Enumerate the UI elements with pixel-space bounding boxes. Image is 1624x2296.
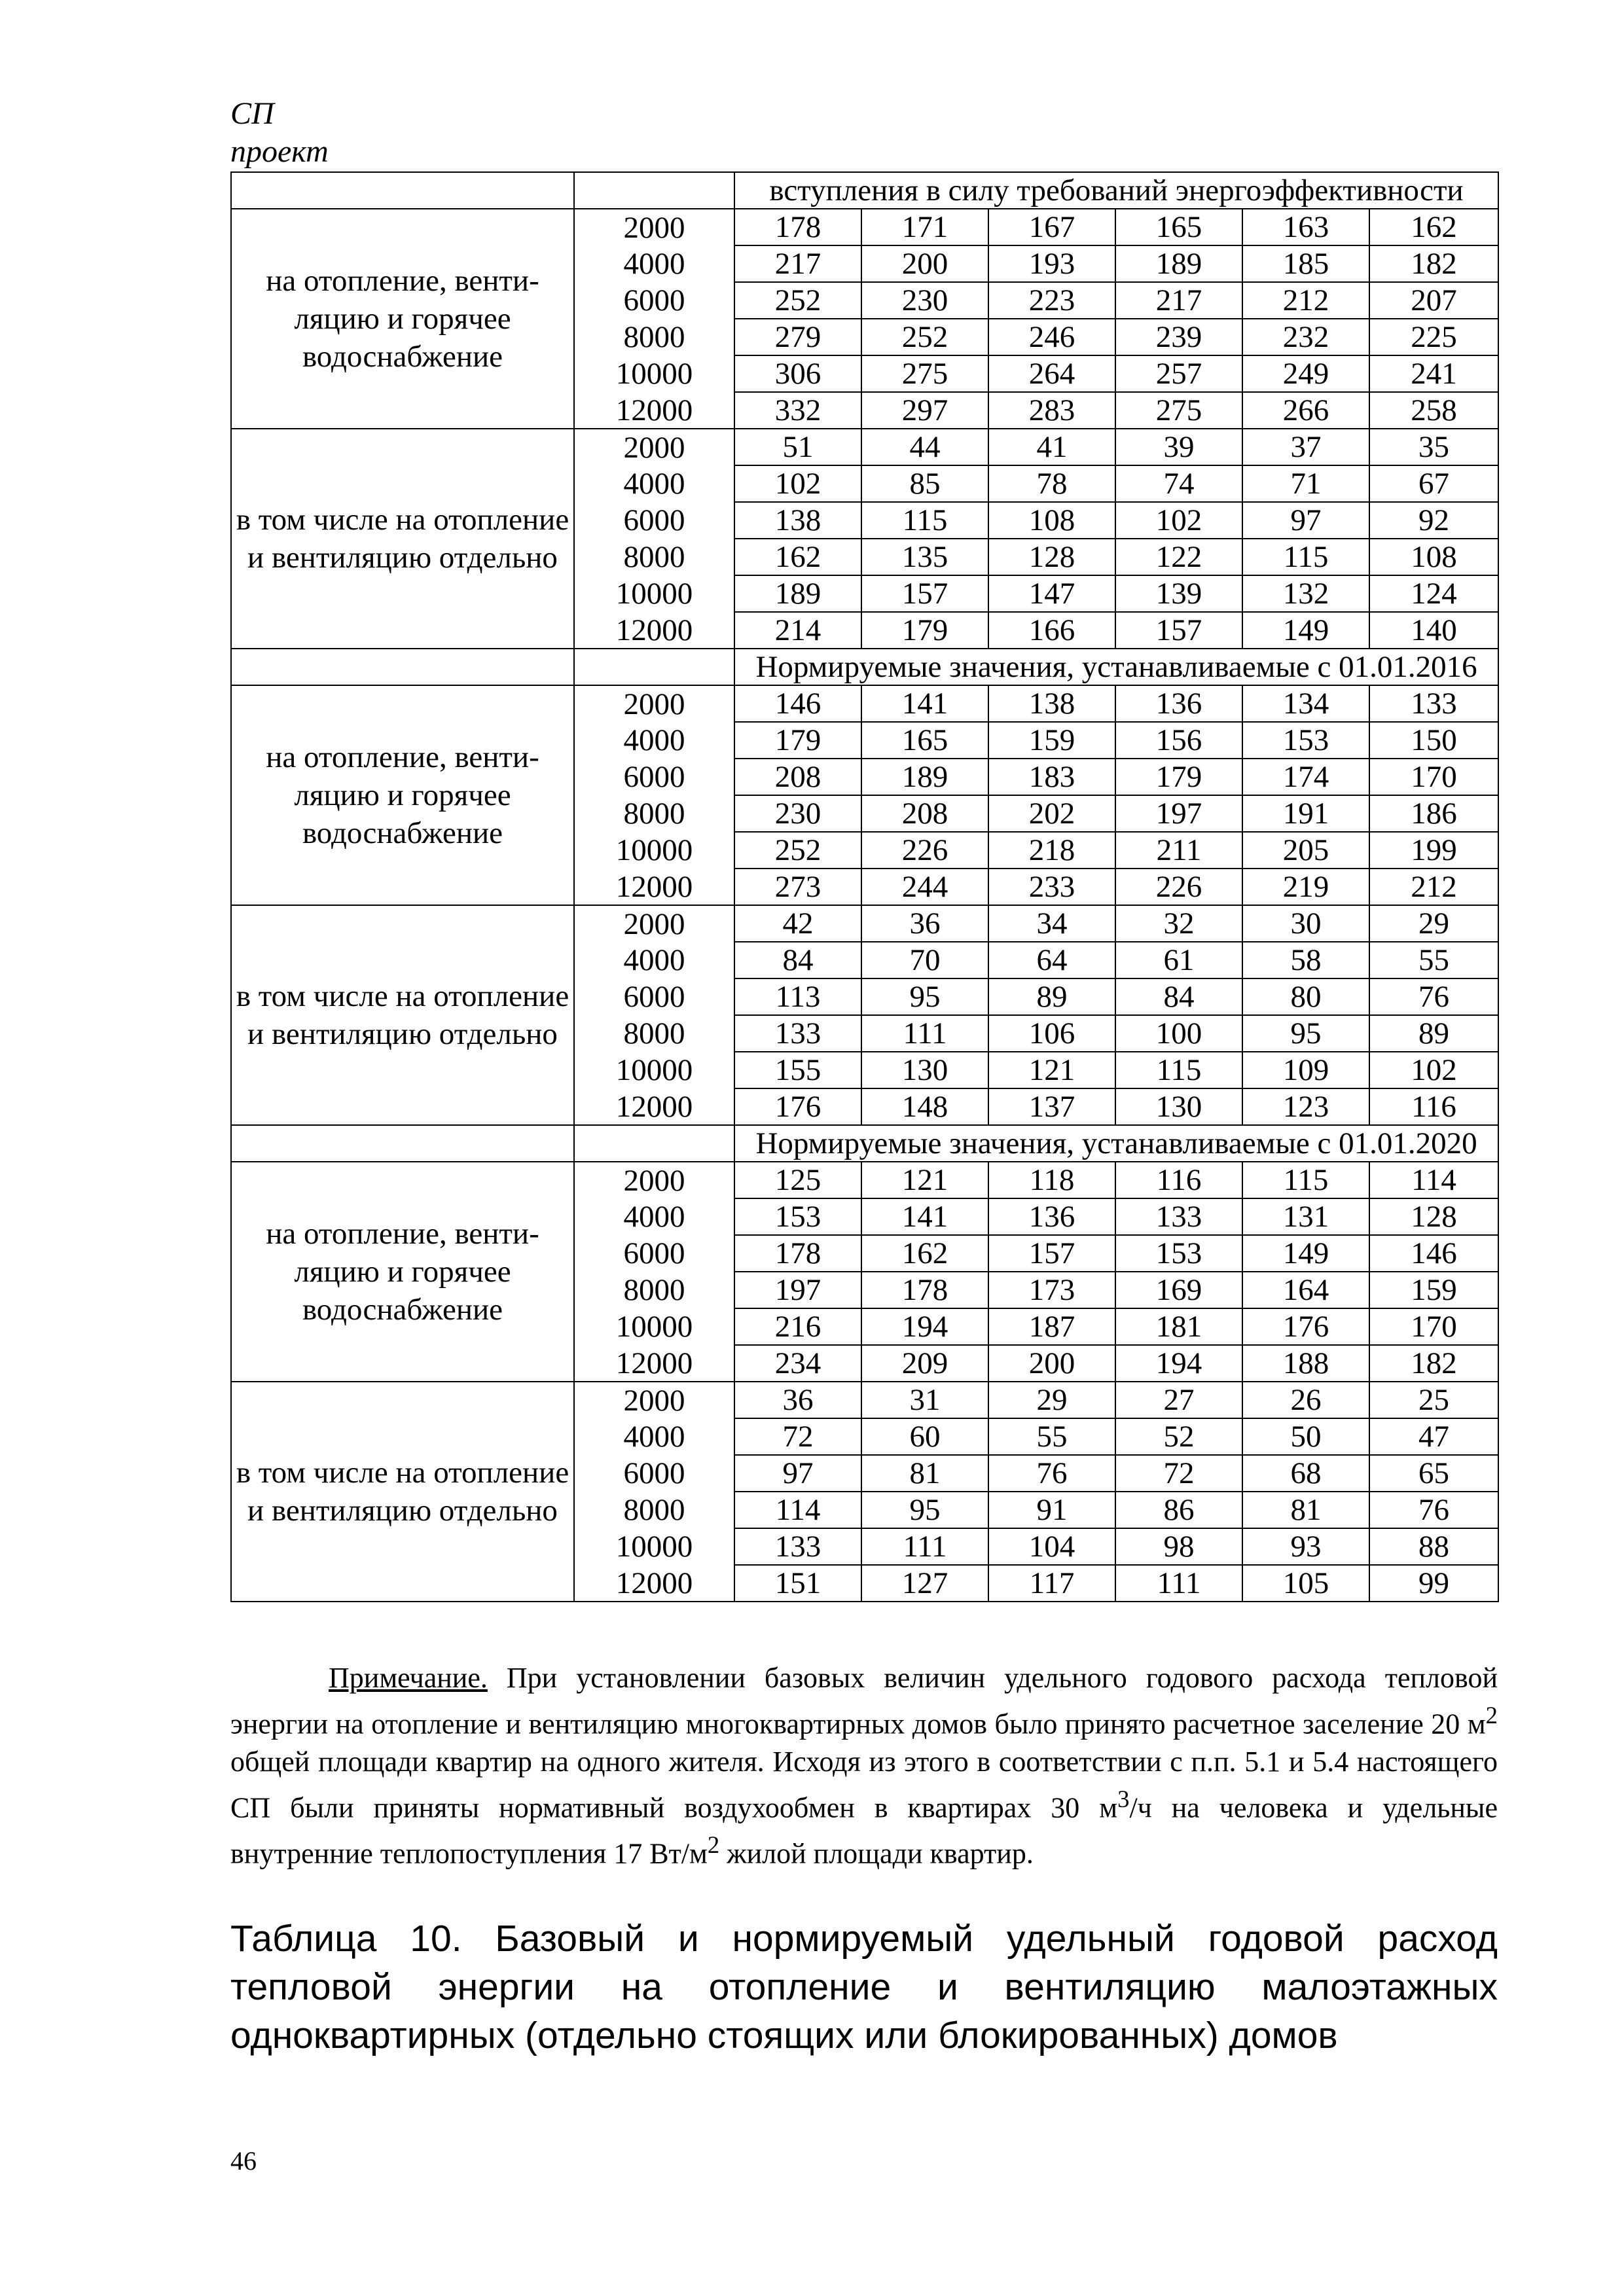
- value-cell: 84: [1115, 978, 1242, 1015]
- value-cell: 157: [861, 575, 988, 612]
- value-cell: 157: [1115, 612, 1242, 649]
- value-cell: 275: [1115, 392, 1242, 429]
- table-heading-row: [231, 1125, 1498, 1162]
- area-cell: 8000: [574, 1015, 734, 1052]
- value-cell: 80: [1242, 978, 1369, 1015]
- value-cell: 252: [734, 282, 861, 319]
- area-cell: 4000: [574, 1418, 734, 1455]
- area-cell: 12000: [574, 1345, 734, 1382]
- value-cell: 306: [734, 355, 861, 392]
- value-cell: 162: [861, 1235, 988, 1272]
- blank-cell: [574, 172, 734, 209]
- value-cell: 199: [1369, 832, 1498, 869]
- value-cell: 61: [1115, 942, 1242, 978]
- value-cell: 174: [1242, 759, 1369, 795]
- section-heading: Нормируемые значения, устанавливаемые с 01.01.2020: [734, 1125, 1498, 1162]
- value-cell: 217: [1115, 282, 1242, 319]
- value-cell: 122: [1115, 539, 1242, 575]
- note-sup-2: 3: [1117, 1785, 1130, 1812]
- value-cell: 178: [861, 1272, 988, 1308]
- area-cell: 10000: [574, 1052, 734, 1088]
- value-cell: 36: [734, 1382, 861, 1418]
- area-cell: 8000: [574, 1272, 734, 1308]
- value-cell: 230: [861, 282, 988, 319]
- value-cell: 208: [861, 795, 988, 832]
- value-cell: 111: [861, 1528, 988, 1565]
- value-cell: 185: [1242, 245, 1369, 282]
- value-cell: 200: [861, 245, 988, 282]
- area-cell: 12000: [574, 1565, 734, 1602]
- value-cell: 29: [1369, 905, 1498, 942]
- value-cell: 171: [861, 209, 988, 245]
- value-cell: 176: [1242, 1308, 1369, 1345]
- area-cell: 4000: [574, 1198, 734, 1235]
- value-cell: 170: [1369, 1308, 1498, 1345]
- area-cell: 2000: [574, 1382, 734, 1418]
- value-cell: 71: [1242, 465, 1369, 502]
- value-cell: 162: [734, 539, 861, 575]
- value-cell: 95: [1242, 1015, 1369, 1052]
- value-cell: 155: [734, 1052, 861, 1088]
- value-cell: 207: [1369, 282, 1498, 319]
- value-cell: 72: [734, 1418, 861, 1455]
- area-cell: 6000: [574, 759, 734, 795]
- value-cell: 91: [988, 1492, 1115, 1528]
- value-cell: 159: [988, 722, 1115, 759]
- value-cell: 159: [1369, 1272, 1498, 1308]
- value-cell: 29: [988, 1382, 1115, 1418]
- value-cell: 47: [1369, 1418, 1498, 1455]
- value-cell: 189: [861, 759, 988, 795]
- value-cell: 141: [861, 685, 988, 722]
- row-group-label: на отопление, венти-ляцию и горячее водоснабжение: [231, 209, 574, 429]
- value-cell: 200: [988, 1345, 1115, 1382]
- area-cell: 2000: [574, 429, 734, 465]
- value-cell: 99: [1369, 1565, 1498, 1602]
- value-cell: 132: [1242, 575, 1369, 612]
- value-cell: 187: [988, 1308, 1115, 1345]
- blank-cell: [574, 649, 734, 685]
- note-text-4: жилой площади квартир.: [719, 1837, 1034, 1870]
- value-cell: 51: [734, 429, 861, 465]
- value-cell: 170: [1369, 759, 1498, 795]
- value-cell: 127: [861, 1565, 988, 1602]
- area-cell: 12000: [574, 869, 734, 905]
- table-caption: Таблица 10. Базовый и нормируемый удельный годовой расход тепловой энергии на отопление и вентиляцию малоэтажных одноквартирных (отдельно стоящих или блокированных) домов: [230, 1918, 1498, 2056]
- value-cell: 108: [988, 502, 1115, 539]
- value-cell: 194: [861, 1308, 988, 1345]
- value-cell: 108: [1369, 539, 1498, 575]
- value-cell: 41: [988, 429, 1115, 465]
- value-cell: 148: [861, 1088, 988, 1125]
- area-cell: 12000: [574, 612, 734, 649]
- value-cell: 225: [1369, 319, 1498, 355]
- value-cell: 130: [1115, 1088, 1242, 1125]
- row-group-label: в том числе на отопление и вентиляцию отдельно: [231, 905, 574, 1125]
- value-cell: 219: [1242, 869, 1369, 905]
- value-cell: 78: [988, 465, 1115, 502]
- table-row: [231, 905, 1498, 942]
- value-cell: 146: [1369, 1235, 1498, 1272]
- value-cell: 113: [734, 978, 861, 1015]
- value-cell: 135: [861, 539, 988, 575]
- value-cell: 217: [734, 245, 861, 282]
- value-cell: 81: [1242, 1492, 1369, 1528]
- value-cell: 179: [1115, 759, 1242, 795]
- value-cell: 35: [1369, 429, 1498, 465]
- value-cell: 136: [1115, 685, 1242, 722]
- value-cell: 76: [1369, 1492, 1498, 1528]
- value-cell: 88: [1369, 1528, 1498, 1565]
- value-cell: 167: [988, 209, 1115, 245]
- value-cell: 39: [1115, 429, 1242, 465]
- value-cell: 208: [734, 759, 861, 795]
- area-cell: 10000: [574, 832, 734, 869]
- section-heading: Нормируемые значения, устанавливаемые с 01.01.2016: [734, 649, 1498, 685]
- value-cell: 30: [1242, 905, 1369, 942]
- value-cell: 27: [1115, 1382, 1242, 1418]
- value-cell: 164: [1242, 1272, 1369, 1308]
- value-cell: 149: [1242, 1235, 1369, 1272]
- value-cell: 133: [1369, 685, 1498, 722]
- value-cell: 81: [861, 1455, 988, 1492]
- area-cell: 2000: [574, 685, 734, 722]
- note-text-3: /ч на человека и удельные внутренние теплопоступления 17 Вт/м: [230, 1791, 1498, 1870]
- value-cell: 86: [1115, 1492, 1242, 1528]
- value-cell: 193: [988, 245, 1115, 282]
- row-group-label: на отопление, венти-ляцию и горячее водоснабжение: [231, 685, 574, 905]
- value-cell: 188: [1242, 1345, 1369, 1382]
- value-cell: 60: [861, 1418, 988, 1455]
- value-cell: 218: [988, 832, 1115, 869]
- value-cell: 252: [861, 319, 988, 355]
- value-cell: 150: [1369, 722, 1498, 759]
- value-cell: 181: [1115, 1308, 1242, 1345]
- value-cell: 89: [1369, 1015, 1498, 1052]
- value-cell: 136: [988, 1198, 1115, 1235]
- value-cell: 102: [1115, 502, 1242, 539]
- value-cell: 76: [1369, 978, 1498, 1015]
- value-cell: 114: [1369, 1162, 1498, 1198]
- value-cell: 89: [988, 978, 1115, 1015]
- value-cell: 85: [861, 465, 988, 502]
- value-cell: 84: [734, 942, 861, 978]
- value-cell: 106: [988, 1015, 1115, 1052]
- value-cell: 146: [734, 685, 861, 722]
- table-row: [231, 429, 1498, 465]
- value-cell: 179: [734, 722, 861, 759]
- header-line-1: СП: [230, 96, 274, 131]
- area-cell: 4000: [574, 942, 734, 978]
- value-cell: 189: [734, 575, 861, 612]
- value-cell: 257: [1115, 355, 1242, 392]
- value-cell: 118: [988, 1162, 1115, 1198]
- value-cell: 116: [1115, 1162, 1242, 1198]
- value-cell: 153: [734, 1198, 861, 1235]
- value-cell: 297: [861, 392, 988, 429]
- document-header: [230, 96, 329, 171]
- area-cell: 6000: [574, 1455, 734, 1492]
- blank-cell: [231, 649, 574, 685]
- value-cell: 115: [1242, 1162, 1369, 1198]
- value-cell: 105: [1242, 1565, 1369, 1602]
- value-cell: 279: [734, 319, 861, 355]
- value-cell: 55: [988, 1418, 1115, 1455]
- value-cell: 137: [988, 1088, 1115, 1125]
- value-cell: 65: [1369, 1455, 1498, 1492]
- blank-cell: [231, 172, 574, 209]
- table-note: [230, 1659, 1498, 1873]
- header-line-2: проект: [230, 134, 329, 169]
- value-cell: 275: [861, 355, 988, 392]
- value-cell: 165: [1115, 209, 1242, 245]
- area-cell: 4000: [574, 245, 734, 282]
- blank-cell: [574, 1125, 734, 1162]
- blank-cell: [231, 1125, 574, 1162]
- value-cell: 31: [861, 1382, 988, 1418]
- row-group-label: на отопление, венти-ляцию и горячее водоснабжение: [231, 1162, 574, 1382]
- table-row: [231, 685, 1498, 722]
- page-number: 46: [230, 2146, 257, 2176]
- value-cell: 141: [861, 1198, 988, 1235]
- value-cell: 252: [734, 832, 861, 869]
- value-cell: 131: [1242, 1198, 1369, 1235]
- value-cell: 139: [1115, 575, 1242, 612]
- note-label: Примечание.: [329, 1662, 488, 1694]
- value-cell: 128: [1369, 1198, 1498, 1235]
- note-sup-1: 2: [1485, 1702, 1498, 1729]
- table-row: [231, 1162, 1498, 1198]
- value-cell: 151: [734, 1565, 861, 1602]
- value-cell: 130: [861, 1052, 988, 1088]
- value-cell: 176: [734, 1088, 861, 1125]
- value-cell: 162: [1369, 209, 1498, 245]
- energy-consumption-table: [230, 171, 1499, 1602]
- value-cell: 70: [861, 942, 988, 978]
- value-cell: 44: [861, 429, 988, 465]
- value-cell: 138: [988, 685, 1115, 722]
- note-sup-3: 2: [707, 1831, 720, 1859]
- area-cell: 2000: [574, 905, 734, 942]
- value-cell: 32: [1115, 905, 1242, 942]
- value-cell: 241: [1369, 355, 1498, 392]
- value-cell: 156: [1115, 722, 1242, 759]
- value-cell: 226: [1115, 869, 1242, 905]
- value-cell: 230: [734, 795, 861, 832]
- value-cell: 169: [1115, 1272, 1242, 1308]
- value-cell: 114: [734, 1492, 861, 1528]
- value-cell: 165: [861, 722, 988, 759]
- value-cell: 55: [1369, 942, 1498, 978]
- value-cell: 128: [988, 539, 1115, 575]
- area-cell: 2000: [574, 209, 734, 245]
- area-cell: 12000: [574, 1088, 734, 1125]
- value-cell: 95: [861, 1492, 988, 1528]
- value-cell: 166: [988, 612, 1115, 649]
- value-cell: 182: [1369, 245, 1498, 282]
- value-cell: 102: [1369, 1052, 1498, 1088]
- value-cell: 111: [861, 1015, 988, 1052]
- value-cell: 178: [734, 209, 861, 245]
- table-row: [231, 209, 1498, 245]
- value-cell: 212: [1369, 869, 1498, 905]
- area-cell: 8000: [574, 1492, 734, 1528]
- value-cell: 111: [1115, 1565, 1242, 1602]
- value-cell: 124: [1369, 575, 1498, 612]
- area-cell: 10000: [574, 1528, 734, 1565]
- value-cell: 133: [1115, 1198, 1242, 1235]
- value-cell: 37: [1242, 429, 1369, 465]
- value-cell: 189: [1115, 245, 1242, 282]
- area-cell: 10000: [574, 355, 734, 392]
- note-text-1: При установлении базовых величин удельного годового расхода тепловой энергии на отопление и вентиляцию многоквартирных домов было принято расчетное заселение 20 м: [230, 1662, 1498, 1740]
- value-cell: 157: [988, 1235, 1115, 1272]
- value-cell: 212: [1242, 282, 1369, 319]
- value-cell: 183: [988, 759, 1115, 795]
- value-cell: 134: [1242, 685, 1369, 722]
- value-cell: 115: [1242, 539, 1369, 575]
- value-cell: 121: [861, 1162, 988, 1198]
- value-cell: 264: [988, 355, 1115, 392]
- area-cell: 8000: [574, 539, 734, 575]
- area-cell: 10000: [574, 575, 734, 612]
- value-cell: 138: [734, 502, 861, 539]
- value-cell: 258: [1369, 392, 1498, 429]
- value-cell: 209: [861, 1345, 988, 1382]
- value-cell: 100: [1115, 1015, 1242, 1052]
- area-cell: 12000: [574, 392, 734, 429]
- value-cell: 197: [1115, 795, 1242, 832]
- value-cell: 109: [1242, 1052, 1369, 1088]
- value-cell: 115: [861, 502, 988, 539]
- value-cell: 233: [988, 869, 1115, 905]
- value-cell: 202: [988, 795, 1115, 832]
- value-cell: 246: [988, 319, 1115, 355]
- value-cell: 121: [988, 1052, 1115, 1088]
- value-cell: 52: [1115, 1418, 1242, 1455]
- value-cell: 179: [861, 612, 988, 649]
- value-cell: 273: [734, 869, 861, 905]
- value-cell: 163: [1242, 209, 1369, 245]
- value-cell: 76: [988, 1455, 1115, 1492]
- value-cell: 244: [861, 869, 988, 905]
- value-cell: 239: [1115, 319, 1242, 355]
- area-cell: 6000: [574, 282, 734, 319]
- value-cell: 93: [1242, 1528, 1369, 1565]
- table-heading-row: [231, 172, 1498, 209]
- value-cell: 178: [734, 1235, 861, 1272]
- value-cell: 173: [988, 1272, 1115, 1308]
- value-cell: 194: [1115, 1345, 1242, 1382]
- value-cell: 64: [988, 942, 1115, 978]
- section-heading: вступления в силу требований энергоэффективности: [734, 172, 1498, 209]
- value-cell: 68: [1242, 1455, 1369, 1492]
- value-cell: 147: [988, 575, 1115, 612]
- row-group-label: в том числе на отопление и вентиляцию отдельно: [231, 429, 574, 649]
- value-cell: 74: [1115, 465, 1242, 502]
- value-cell: 67: [1369, 465, 1498, 502]
- value-cell: 115: [1115, 1052, 1242, 1088]
- value-cell: 332: [734, 392, 861, 429]
- area-cell: 4000: [574, 465, 734, 502]
- value-cell: 92: [1369, 502, 1498, 539]
- value-cell: 36: [861, 905, 988, 942]
- table-row: [231, 1382, 1498, 1418]
- value-cell: 234: [734, 1345, 861, 1382]
- value-cell: 266: [1242, 392, 1369, 429]
- value-cell: 104: [988, 1528, 1115, 1565]
- value-cell: 50: [1242, 1418, 1369, 1455]
- value-cell: 102: [734, 465, 861, 502]
- area-cell: 4000: [574, 722, 734, 759]
- value-cell: 34: [988, 905, 1115, 942]
- value-cell: 223: [988, 282, 1115, 319]
- value-cell: 116: [1369, 1088, 1498, 1125]
- value-cell: 211: [1115, 832, 1242, 869]
- value-cell: 72: [1115, 1455, 1242, 1492]
- area-cell: 2000: [574, 1162, 734, 1198]
- area-cell: 6000: [574, 978, 734, 1015]
- area-cell: 10000: [574, 1308, 734, 1345]
- value-cell: 205: [1242, 832, 1369, 869]
- value-cell: 232: [1242, 319, 1369, 355]
- value-cell: 153: [1115, 1235, 1242, 1272]
- value-cell: 133: [734, 1528, 861, 1565]
- value-cell: 214: [734, 612, 861, 649]
- value-cell: 98: [1115, 1528, 1242, 1565]
- row-group-label: в том числе на отопление и вентиляцию отдельно: [231, 1382, 574, 1602]
- value-cell: 123: [1242, 1088, 1369, 1125]
- value-cell: 97: [734, 1455, 861, 1492]
- value-cell: 97: [1242, 502, 1369, 539]
- table-heading-row: [231, 649, 1498, 685]
- area-cell: 8000: [574, 319, 734, 355]
- area-cell: 6000: [574, 502, 734, 539]
- area-cell: 6000: [574, 1235, 734, 1272]
- value-cell: 140: [1369, 612, 1498, 649]
- value-cell: 197: [734, 1272, 861, 1308]
- area-cell: 8000: [574, 795, 734, 832]
- value-cell: 25: [1369, 1382, 1498, 1418]
- note-text-2: общей площади квартир на одного жителя. Исходя из этого в соответствии с п.п. 5.1 и 5.4 настоящего СП были приняты нормативный воздухообмен в квартирах 30 м: [230, 1745, 1498, 1824]
- value-cell: 95: [861, 978, 988, 1015]
- value-cell: 249: [1242, 355, 1369, 392]
- value-cell: 182: [1369, 1345, 1498, 1382]
- value-cell: 26: [1242, 1382, 1369, 1418]
- value-cell: 117: [988, 1565, 1115, 1602]
- value-cell: 42: [734, 905, 861, 942]
- value-cell: 216: [734, 1308, 861, 1345]
- value-cell: 186: [1369, 795, 1498, 832]
- value-cell: 283: [988, 392, 1115, 429]
- value-cell: 153: [1242, 722, 1369, 759]
- value-cell: 58: [1242, 942, 1369, 978]
- value-cell: 226: [861, 832, 988, 869]
- value-cell: 133: [734, 1015, 861, 1052]
- value-cell: 191: [1242, 795, 1369, 832]
- value-cell: 125: [734, 1162, 861, 1198]
- value-cell: 149: [1242, 612, 1369, 649]
